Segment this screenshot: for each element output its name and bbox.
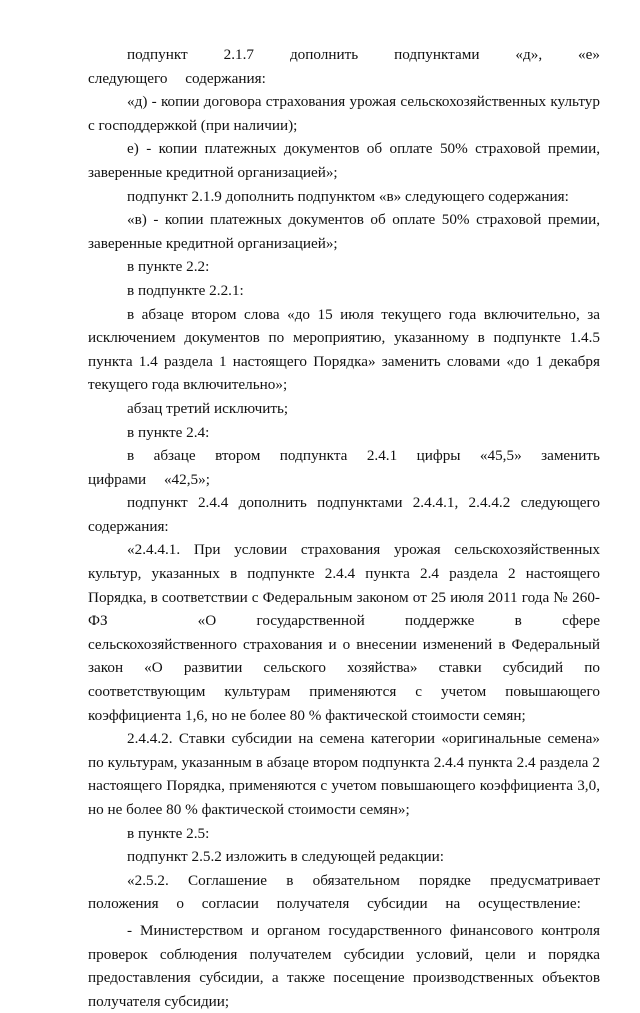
paragraph-item-d: «д) - копии договора страхования урожая сельскохозяйственных культур с господдержкой (при наличии); [88, 93, 600, 134]
paragraph-point-2-2: в пункте 2.2: [127, 258, 210, 276]
paragraph-third-abzac-delete: абзац третий исключить; [127, 399, 289, 417]
paragraph-amend-2-4-4: подпункт 2.4.4 дополнить подпунктами 2.4.4.1, 2.4.4.2 следующего содержания: [88, 494, 600, 535]
paragraph-2-4-4-1-end: «О государственной поддержке в сфере сельскохозяйственного страхования и о внесении изменений в Федеральный закон «О развитии сельского хозяйства» ставки субсидий по соответствующим культурам применяются с учетом повышающего коэффициента 1,6, но не более 80 % фактической стоимости семян; [88, 612, 600, 724]
document-body [88, 43, 600, 1013]
paragraph-2-5-2-text: «2.5.2. Соглашение в обязательном порядке предусматривает положения о согласии получателя субсидии на осуществление: [88, 871, 600, 913]
paragraph-amend-2-1-7: подпункт 2.1.7 дополнить подпунктами «д», «е» следующего содержания: [88, 46, 600, 87]
paragraph-amend-2-1-9: подпункт 2.1.9 дополнить подпунктом «в» следующего содержания: [127, 187, 569, 205]
paragraph-point-2-5: в пункте 2.5: [127, 824, 210, 842]
paragraph-control-checks: - Министерством и органом государственного финансового контроля проверок соблюдения получателем субсидии условий, цели и порядка предоставления субсидии, а также посещение производственных объектов получателя субсидии; [88, 921, 600, 1010]
paragraph-item-e: е) - копии платежных документов об оплате 50% страховой премии, заверенные кредитной организацией»; [88, 140, 600, 181]
paragraph-amend-2-5-2: подпункт 2.5.2 изложить в следующей редакции: [127, 848, 444, 866]
paragraph-second-abzac-replace: в абзаце втором слова «до 15 июля текущего года включительно, за исключением документов по мероприятию, указанному в подпункте 1.4.5 пункта 1.4 раздела 1 настоящего Порядка» заменить словами «до 1 декабря текущего года включительно»; [88, 305, 600, 394]
paragraph-subpoint-2-2-1: в подпункте 2.2.1: [127, 281, 244, 299]
paragraph-item-v: «в) - копии платежных документов об оплате 50% страховой премии, заверенные кредитной организацией»; [88, 211, 600, 252]
paragraph-2-4-4-1 [88, 538, 600, 727]
paragraph-2-4-4-2: 2.4.4.2. Ставки субсидии на семена категории «оригинальные семена» по культурам, указанным в абзаце втором подпункта 2.4.4 пункта 2.4 раздела 2 настоящего Порядка, применяются с учетом повышающего коэффициента 3,0, но не более 80 % фактической стоимости семян»; [88, 730, 600, 818]
paragraph-2-4-4-1-start: «2.4.4.1. При условии страхования урожая сельскохозяйственных культур, указанных в подпункте 2.4.4 пункта 2.4 раздела 2 настоящего Порядка, в соответствии с Федеральным законом от 25 июля 2011 года № 260-ФЗ [88, 541, 600, 630]
paragraph-point-2-4: в пункте 2.4: [127, 423, 210, 441]
paragraph-amend-2-4-1: в абзаце втором подпункта 2.4.1 цифры «45,5» заменить цифрами «42,5»; [88, 447, 600, 488]
